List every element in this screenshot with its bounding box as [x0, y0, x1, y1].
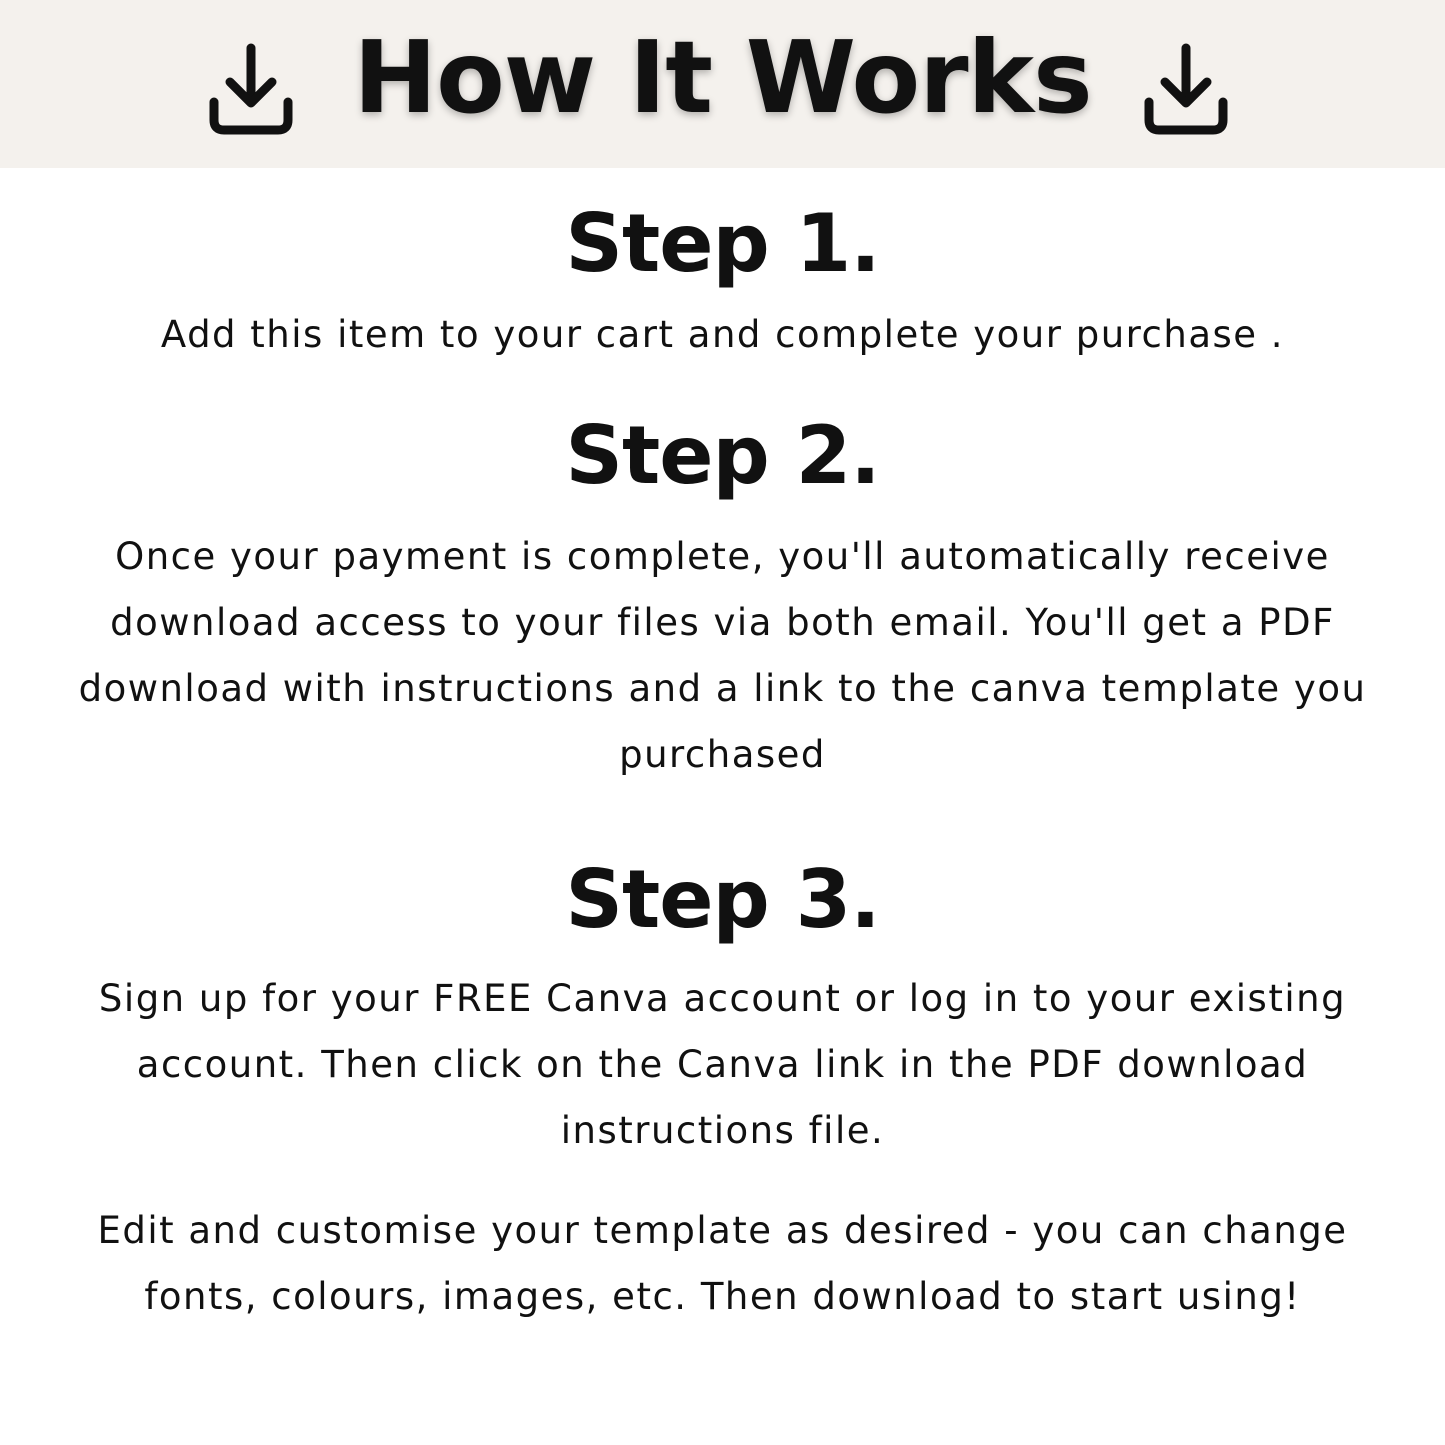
header-banner	[0, 0, 1445, 168]
step-3-title: Step 3.	[565, 853, 880, 946]
step-1-description: Add this item to your cart and complete your purchase .	[160, 313, 1285, 356]
page-title: How It Works	[353, 19, 1092, 136]
step-1-title: Step 1.	[565, 197, 880, 290]
step-2-description: Once your payment is complete, you'll automatically receive download access to your files via both email. You'll get a PDF download with instructions and a link to the canva template you purchased	[78, 535, 1367, 776]
step-3-customise-note: Edit and customise your template as desired - you can change fonts, colours, images, etc. Then download to start using!	[97, 1209, 1348, 1318]
step-3-description: Sign up for your FREE Canva account or log in to your existing account. Then click on the Canva link in the PDF download instructions file.	[98, 977, 1347, 1152]
download-icon	[1141, 40, 1231, 140]
step-2-title: Step 2.	[565, 409, 880, 502]
